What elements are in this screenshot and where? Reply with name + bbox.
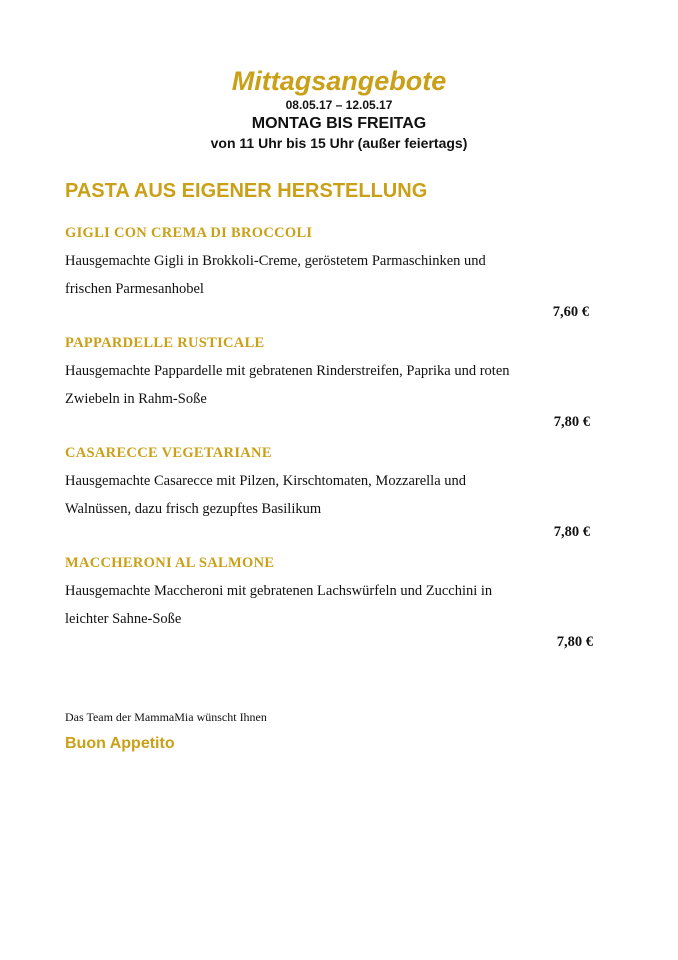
closing-message: Das Team der MammaMia wünscht Ihnen [65, 710, 267, 724]
dish-description: Hausgemachte Casarecce mit Pilzen, Kirschtomaten, Mozzarella und Walnüssen, dazu frisch gezupftes Basilikum [65, 473, 467, 517]
date-range: 08.05.17 – 12.05.17 [285, 98, 393, 112]
dish-name: PAPPARDELLE RUSTICALE [65, 335, 265, 351]
menu-header [0, 64, 678, 152]
dish-description: Hausgemachte Gigli in Brokkoli-Creme, geröstetem Parmaschinken und frischen Parmesanhobel [65, 253, 486, 297]
dish-name: GIGLI CON CREMA DI BROCCOLI [65, 225, 313, 241]
dish-price: 7,80 € [553, 524, 590, 540]
dish-price: 7,80 € [553, 414, 590, 430]
dish-item-maccheroni [65, 552, 595, 650]
dish-price: 7,60 € [552, 304, 589, 320]
dish-description: Hausgemachte Pappardelle mit gebratenen Rinderstreifen, Paprika und roten Zwiebeln in Rahm-Soße [65, 363, 510, 407]
dish-item-pappardelle [65, 332, 595, 430]
dish-price: 7,80 € [556, 634, 593, 650]
dish-item-gigli [65, 222, 595, 320]
dish-name: MACCHERONI AL SALMONE [65, 555, 275, 571]
dish-name: CASARECCE VEGETARIANE [65, 445, 272, 461]
menu-title: Mittagsangebote [231, 66, 447, 96]
sign-off: Buon Appetito [65, 735, 175, 752]
weekdays-label: MONTAG BIS FREITAG [251, 115, 427, 132]
dish-description: Hausgemachte Maccheroni mit gebratenen Lachswürfeln und Zucchini in leichter Sahne-Soße [65, 583, 493, 627]
section-title: PASTA AUS EIGENER HERSTELLUNG [65, 180, 428, 202]
dish-item-casarecce [65, 442, 595, 540]
opening-hours: von 11 Uhr bis 15 Uhr (außer feiertags) [210, 135, 468, 151]
